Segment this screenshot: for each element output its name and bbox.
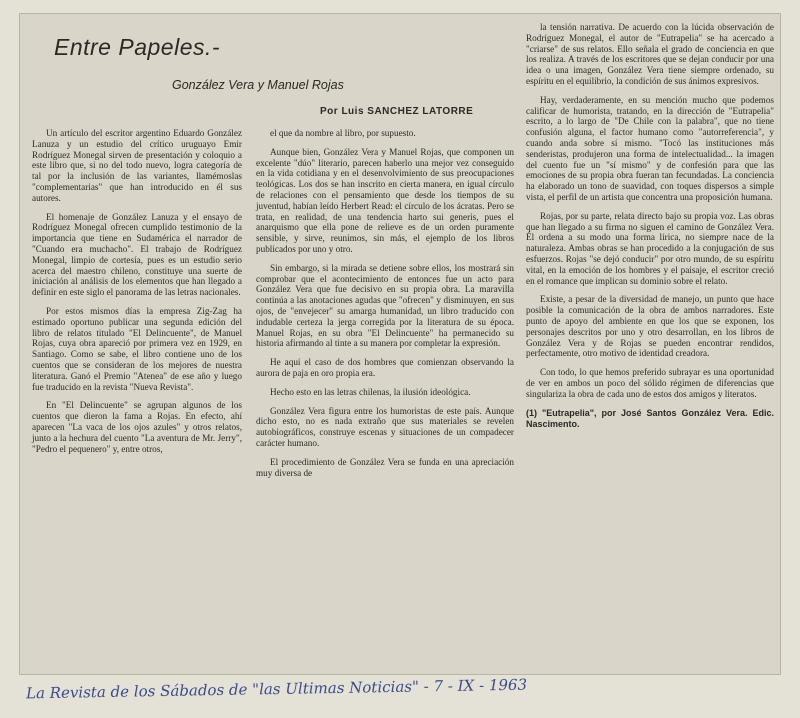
footnote: (1) "Eutrapelia", por José Santos González Vera. Edic. Nascimento. [526,407,774,429]
paragraph: Por estos mismos días la empresa Zig-Zag ha estimado oportuno publicar una segunda edición del libro de relatos titulado "El Delincuente", de Manuel Rojas, cuya obra apareció por primera vez en 1929, en Santiago. Como se sabe, el libro contiene uno de los cuentos que se consideran de los mejores de nuestra literatura. Ganó el Premio "Atenea" de ese año y luego fue traducido en la revista "Nueva Revista". [32,305,242,392]
paragraph: El homenaje de González Lanuza y el ensayo de Rodríguez Monegal ofrecen cumplido testimonio de la importancia que tiene en Sudamérica el narrador de "Cuando era muchacho". El trabajo de Rodríguez Monegal, limpio de cortesía, pues es un estudio serio acerca del maestro chileno, constituye una suerte de iniciación al análisis de los elementos que han llegado a definir en este siglo el panorama de las letras nacionales. [32,211,242,298]
newspaper-clipping [20,14,780,674]
paragraph: Rojas, por su parte, relata directo bajo su propia voz. Las obras que han llegado a su firma no siguen el camino de González Vera. Él ordena a su modo una forma lírica, no siempre nace de la naturaleza. Ambas obras se han procedido a la conjugación de sus esfuerzos. Rojas "se dejó conducir" por otro mundo, de su espíritu vital, en la emoción de los hombres y el paisaje, el escritor creció en el romance que implican su dominio sobre el relato. [526,210,774,286]
paragraph: la tensión narrativa. De acuerdo con la lúcida observación de Rodríguez Monegal, el autor de "Eutrapelia" se ha acercado a "criarse" de sus relatos. Ello señala el grado de conciencia en que los realiza. A través de los escritores que se dejan conducir por una idea o una imagen, González Vera tiene siempre ordenado, su espíritu en el equilibrio, la condición de sus ánimos expresivos. [526,22,774,86]
paragraph: Sin embargo, si la mirada se detiene sobre ellos, los mostrará sin comprobar que el acontecimiento de entonces fue un acto para González Vera que fue decisivo en su propia obra. La maravilla continúa a las anotaciones agudas que "ofrecen" y disminuyen, en sus ojos, de "envejecer" su amarga humanidad, un libro traducido con indudable certeza la jerga corregida por la literatura de su época. Manuel Rojas, en su obra "El Delincuente" ha permanecido su historia afirmando al tinte a su manera por completar la expresión. [256,262,514,349]
paragraph: Con todo, lo que hemos preferido subrayar es una oportunidad de ver en ambos un poco del sólido régimen de diferencias que singulariza la obra de cada uno de estos dos amigos y literatos. [526,367,774,399]
article-byline: Por Luis SANCHEZ LATORRE [320,106,474,117]
paragraph: El procedimiento de González Vera se funda en una apreciación muy diversa de [256,456,514,478]
paragraph: En "El Delincuente" se agrupan algunos de los cuentos que dieron la fama a Rojas. En efecto, ahí aparecen "La vaca de los ojos azules" y otros relatos, junto a la hechura del cuento "La aventura de Mr. Jerry", "Pedro el pequenero" y, entre otros, [32,400,242,454]
text-column-2 [256,128,514,486]
handwritten-source-note: La Revista de los Sábados de "las Ultimas Noticias" - 7 - IX - 1963 [25,675,528,703]
paragraph: el que da nombre al libro, por supuesto. [270,128,416,138]
paragraph: Hay, verdaderamente, en su mención mucho que podemos calificar de humorista, tratando, en la dirección de "Eutrapelia" escrito, a lo largo de "De Chile con la palabra", que no tiene confusión alguna, el factor humano como "autorreferencia", y cuando anda sobre sí mismo. "Tocó las instituciones más senderistas, produjeron una forma de intelectualidad... la imagen del cuento fue un "sí mismo" y de confesión para que las emociones de su propia obra fueran tan fecundadas. La conciencia ha elaborado un tono de suavidad, con toques dispersos a simple vista, el perfil de un artista que concentra una proposición humana. [526,94,774,202]
text-column-3 [526,22,774,438]
paragraph: Aunque bien, González Vera y Manuel Rojas, que componen un excelente "dúo" literario, parecen haberlo una mejor vez conseguido en la vida cotidiana y en el desenvolvimiento de sus preocupaciones teológicas. Los dos se han inscrito en cierta manera, en igual círculo de relaciones con el pensamiento que desde los tiempos de su juventud, habían leído Herbert Read: el círculo de los ácratas. Pero se trata, en realidad, de una tendencia harto sui generis, pues el anarquismo que ella pone de relieve es de un orden puramente sensible, y sirve, reunimos, sin más, el ejemplo de los libros publicados por uno y otro. [256,146,514,254]
article-subtitle: González Vera y Manuel Rojas [172,78,344,92]
paragraph: Un artículo del escritor argentino Eduardo González Lanuza y un estudio del crítico uruguayo Emir Rodríguez Monegal sirven de presentación y coloquio a este libro que, si no del todo nuevo, logra categoría de tal por la inclusión de las variantes, llamémoslas "complementarias" que han introducido en él sus autores. [32,128,242,203]
article-title: Entre Papeles.- [54,34,221,60]
paragraph: González Vera figura entre los humoristas de este país. Aunque dicho esto, no es nada extraño que sus materiales se revelen autobiográficos, construye escenas y situaciones de un compadecer carácter humano. [256,405,514,448]
text-column-1 [32,128,242,462]
paragraph: He aquí el caso de dos hombres que comienzan observando la aurora de paja en oro propia era. [256,357,514,378]
paragraph: Hecho esto en las letras chilenas, la ilusión ideológica. [270,386,471,397]
paragraph: Existe, a pesar de la diversidad de manejo, un punto que hace posible la comunicación de la obra de ambos narradores. Este punto de apoyo del ambiente en que los que se exponen, los personajes descritos por uno y otro desarrollan, en los libros de González Vera y de Rojas se pueden encontrar rendidos, perfectamente, otro motivo de identidad creadora. [526,294,774,359]
